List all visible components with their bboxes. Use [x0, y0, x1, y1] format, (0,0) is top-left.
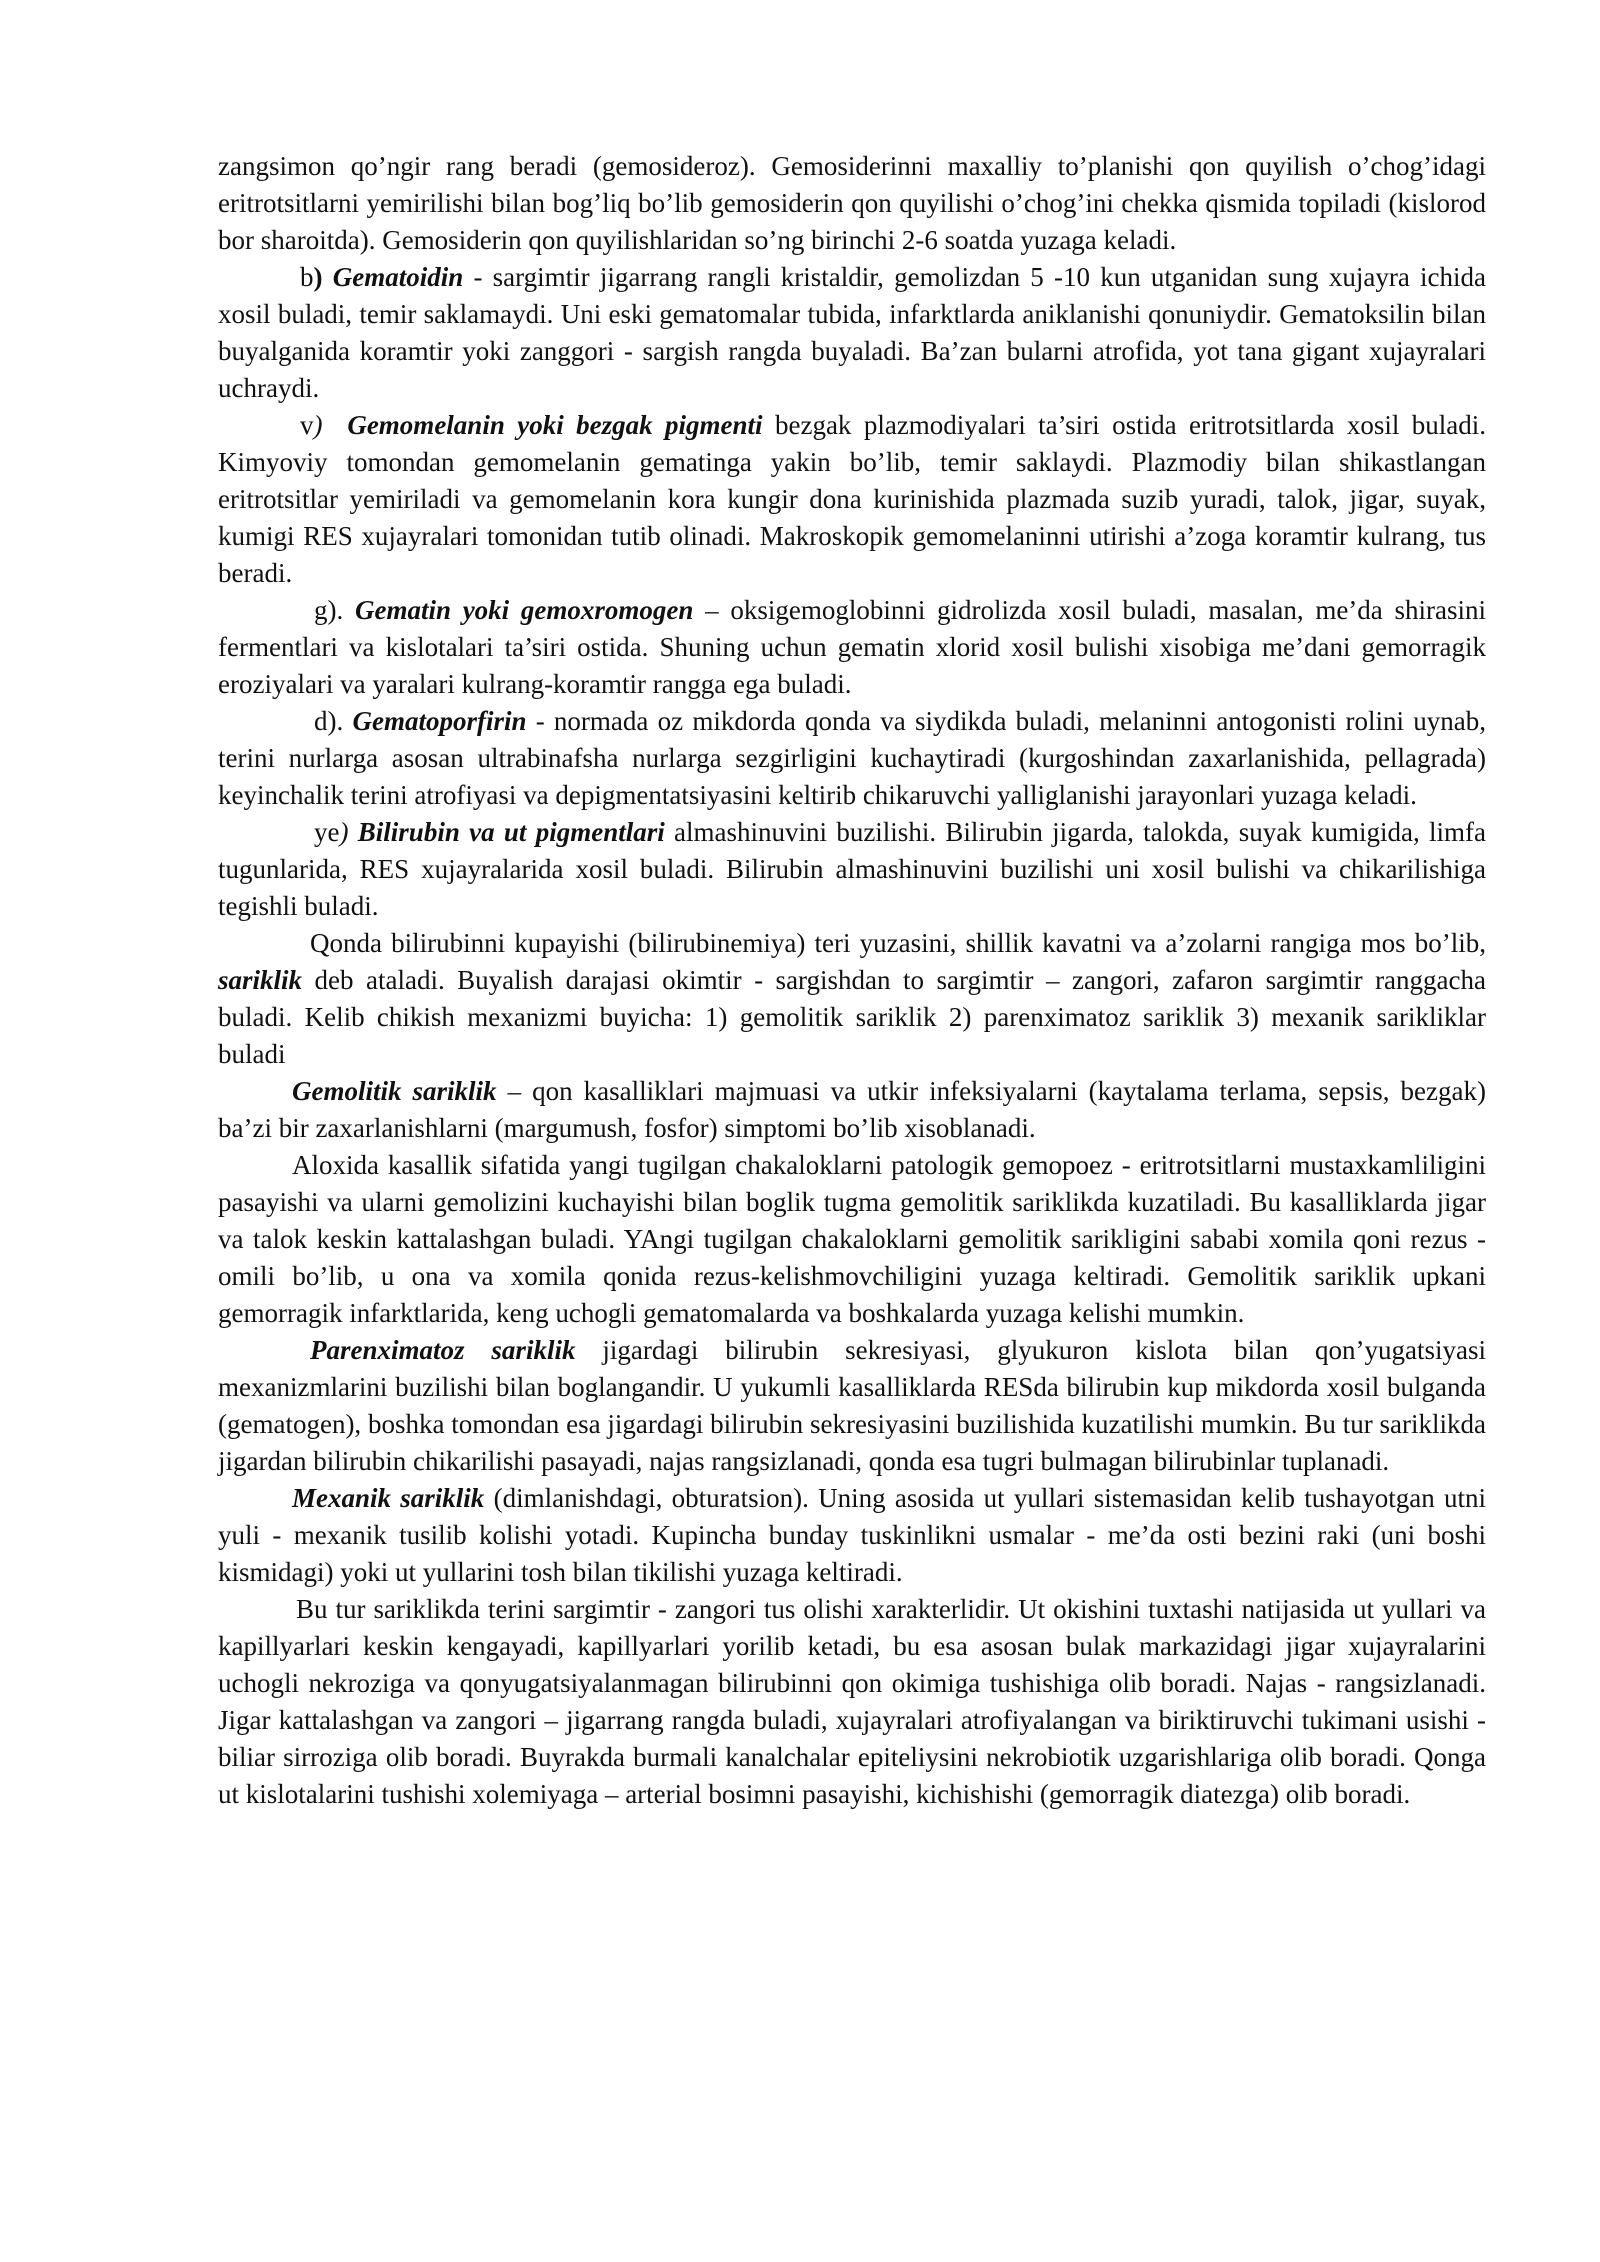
term-heading: Parenximatoz sariklik: [310, 1335, 576, 1365]
paragraph-text: – qon kasalliklari majmuasi va utkir infeksiyalarni (kaytalama terlama, sepsis, bezgak) ba’zi bir zaxarlanishlarni (margumush, fosfor) simptomi bo’lib xisoblanadi.: [218, 1076, 1486, 1143]
paragraph-text: jigardagi bilirubin sekresiyasi, glyukuron kislota bilan qon’yugatsiyasi mexanizmlarini buzilishi bilan boglangandir. U yukumli kasalliklarda RESda bilirubin kup mikdorda xosil bulganda (gematogen), boshka tomondan esa jigardagi bilirubin sekresiyasini buzilishida kuzatilishi mumkin. Bu tur sariklikda jigardan bilirubin chikarilishi pasayadi, najas rangsizlanadi, qonda esa tugri bulmagan bilirubinlar tuplanadi.: [218, 1335, 1486, 1476]
paragraph-text: Qonda bilirubinni kupayishi (bilirubinemiya) teri yuzasini, shillik kavatni va a’zolarni rangiga mos bo’lib,: [310, 928, 1486, 958]
term-heading: Gemolitik sariklik: [292, 1076, 497, 1106]
term-heading: Gematoporfirin: [352, 706, 527, 736]
paragraph-gemolitik-sariklik: [218, 1073, 1486, 1147]
paragraph-mexanik-sariklik: [218, 1480, 1486, 1591]
paragraph-bilirubin: [218, 814, 1486, 925]
paragraph-tur-sariklik: [218, 1591, 1486, 1813]
term-heading: Gemomelanin yoki bezgak pigmenti: [347, 410, 763, 440]
list-marker: d).: [314, 706, 353, 736]
paragraph-text: Aloxida kasallik sifatida yangi tugilgan chakaloklarni patologik gemopoez - eritrotsitlarni mustaxkamliligini pasayishi va ularni gemolizini kuchayishi bilan boglik tugma gemolitik sariklikda kuzatiladi. Bu kasalliklarda jigar va talok keskin kattalashgan buladi. YAngi tugilgan chakaloklarni gemolitik sarikligini sababi xomila qoni rezus - omili bo’lib, u ona va xomila qonida rezus-kelishmovchiligini yuzaga keltiradi. Gemolitik sariklik upkani gemorragik infarktlarida, keng uchogli gematomalarda va boshkalarda yuzaga kelishi mumkin.: [218, 1150, 1486, 1328]
paragraph-gemomelanin: [218, 407, 1486, 592]
paragraph-gematin: [218, 592, 1486, 703]
list-marker: ye: [314, 817, 340, 847]
paragraph-sariklik: [218, 925, 1486, 1073]
paragraph-gematoidin: [218, 259, 1486, 407]
paragraph-text: – oksigemoglobinni gidrolizda xosil buladi, masalan, me’da shirasini fermentlari va kislotalari ta’siri ostida. Shuning uchun gematin xlorid xosil bulishi xisobiga me’dani gemorragik eroziyalari va yaralari kulrang-koramtir rangga ega buladi.: [218, 595, 1486, 699]
term-heading: Gematoidin: [332, 262, 464, 292]
paragraph-text: bezgak plazmodiyalari ta’siri ostida eritrotsitlarda xosil buladi. Kimyoviy tomondan gemomelanin gematinga yakin bo’lib, temir saklaydi. Plazmodiy bilan shikastlangan eritrotsitlar yemiriladi va gemomelanin kora kungir dona kurinishida plazmada suzib yuradi, talok, jigar, suyak, kumigi RES xujayralari tomonidan tutib olinadi. Makroskopik gemomelaninni utirishi a’zoga koramtir kulrang, tus beradi.: [218, 410, 1486, 588]
term-heading: Mexanik sariklik: [292, 1483, 485, 1513]
list-marker-paren: ): [339, 817, 349, 847]
paragraph-gematoporfirin: [218, 703, 1486, 814]
list-marker-paren: ): [313, 410, 323, 440]
term-heading: Bilirubin va ut pigmentlari: [357, 817, 665, 847]
list-marker: b: [300, 262, 314, 292]
paragraph-text: - normada oz mikdorda qonda va siydikda buladi, melaninni antogonisti rolini uynab, terini nurlarga asosan ultrabinafsha nurlarga sezgirligini kuchaytiradi (kurgoshindan zaxarlanishida, pellagrada) keyinchalik terini atrofiyasi va depigmentatsiyasini keltirib chikaruvchi yalliglanishi jarayonlari yuzaga keladi.: [218, 706, 1486, 810]
list-marker: g).: [314, 595, 355, 625]
list-marker-paren: ): [313, 262, 323, 292]
document-page: [218, 148, 1486, 1813]
paragraph-text: zangsimon qo’ngir rang beradi (gemosideroz). Gemosiderinni maxalliy to’planishi qon quyilish o’chog’idagi eritrotsitlarni yemirilishi bilan bog’liq bo’lib gemosiderin qon quyilishi o’chog’ini chekka qismida topiladi (kislorod bor sharoitda). Gemosiderin qon quyilishlaridan so’ng birinchi 2-6 soatda yuzaga keladi.: [218, 151, 1486, 255]
paragraph-parenximatoz-sariklik: [218, 1332, 1486, 1480]
paragraph-aloxida-kasallik: [218, 1147, 1486, 1332]
paragraph-gemosideroz: [218, 148, 1486, 259]
term-heading: sariklik: [218, 965, 303, 995]
term-heading: Gematin yoki gemoxromogen: [354, 595, 694, 625]
paragraph-text: - sargimtir jigarrang rangli kristaldir, gemolizdan 5 -10 kun utganidan sung xujayra ichida xosil buladi, temir saklamaydi. Uni eski gematomalar tubida, infarktlarda aniklanishi qonuniydir. Gematoksilin bilan buyalganida koramtir yoki zanggori - sargish rangda buyaladi. Ba’zan bularni atrofida, yot tana gigant xujayralari uchraydi.: [218, 262, 1486, 403]
paragraph-text: Bu tur sariklikda terini sargimtir - zangori tus olishi xarakterlidir. Ut okishini tuxtashi natijasida ut yullari va kapillyarlari keskin kengayadi, kapillyarlari yorilib ketadi, bu esa asosan bulak markazidagi jigar xujayralarini uchogli nekroziga va qonyugatsiyalanmagan bilirubinni qon okimiga tushishiga olib boradi. Najas - rangsizlanadi. Jigar kattalashgan va zangori – jigarrang rangda buladi, xujayralari atrofiyalangan va biriktiruvchi tukimani usishi - biliar sirroziga olib boradi. Buyrakda burmali kanalchalar epiteliysini nekrobiotik uzgarishlariga olib boradi. Qonga ut kislotalarini tushishi xolemiyaga – arterial bosimni pasayishi, kichishishi (gemorragik diatezga) olib boradi.: [218, 1594, 1486, 1809]
paragraph-text: deb ataladi. Buyalish darajasi okimtir - sargishdan to sargimtir – zangori, zafaron sargimtir ranggacha buladi. Kelib chikish mexanizmi buyicha: 1) gemolitik sariklik 2) parenximatoz sariklik 3) mexanik sarikliklar buladi: [218, 965, 1486, 1069]
paragraph-text: almashinuvini buzilishi. Bilirubin jigarda, talokda, suyak kumigida, limfa tugunlarida, RES xujayralarida xosil buladi. Bilirubin almashinuvini buzilishi uni xosil bulishi va chikarilishiga tegishli buladi.: [218, 817, 1486, 921]
list-marker: v: [300, 410, 314, 440]
paragraph-text: (dimlanishdagi, obturatsion). Uning asosida ut yullari sistemasidan kelib tushayotgan utni yuli - mexanik tusilib kolishi yotadi. Kupincha bunday tuskinlikni usmalar - me’da osti bezini raki (uni boshi kismidagi) yoki ut yullarini tosh bilan tikilishi yuzaga keltiradi.: [218, 1483, 1486, 1587]
